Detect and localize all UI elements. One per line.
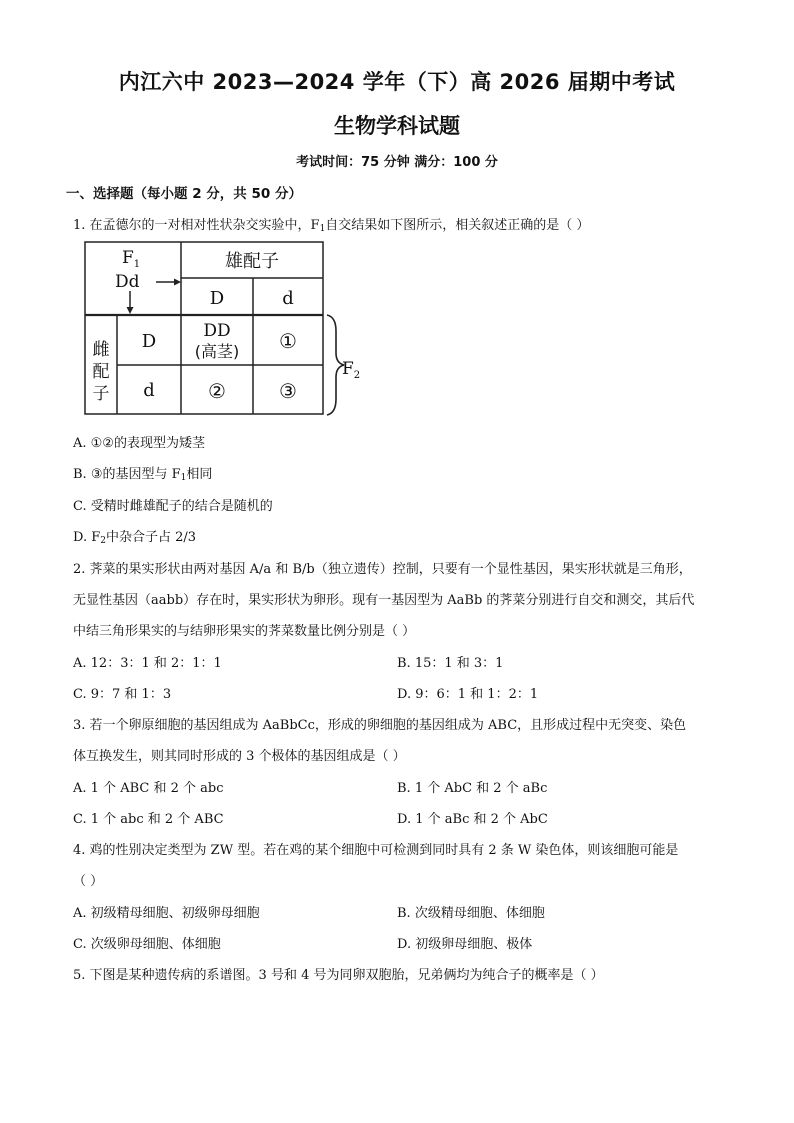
question-3-line-1: 3. 若一个卵原细胞的基因组成为 AaBbCc，形成的卵细胞的基因组成为 ABC，且形成过程中无突变、染色: [73, 718, 687, 733]
cell-DD: DD: [203, 321, 231, 341]
arrow-right-icon: [174, 279, 181, 286]
q1-option-a: A. ①②的表现型为矮茎: [73, 436, 205, 451]
cell-2: ②: [208, 379, 226, 403]
q2-option-a: A. 12：3：1 和 2：1：1: [73, 656, 222, 671]
punnett-square-diagram: [84, 241, 374, 417]
section-title: 一、选择题（每小题 2 分，共 50 分）: [66, 186, 302, 202]
q3-option-b: B. 1 个 AbC 和 2 个 aBc: [397, 781, 548, 796]
question-5-line-1: 5. 下图是某种遗传病的系谱图。3 号和 4 号为同卵双胞胎，兄弟俩均为纯合子的概率是（ ）: [73, 968, 604, 983]
cell-1: ①: [279, 329, 297, 353]
question-4-line-1: 4. 鸡的性别决定类型为 ZW 型。若在鸡的某个细胞中可检测到同时具有 2 条 W 染色体，则该细胞可能是: [73, 843, 679, 858]
female-header-2: 配: [92, 362, 110, 382]
q1-stem-sub: 1: [319, 224, 326, 234]
q4-option-b: B. 次级精母细胞、体细胞: [397, 906, 545, 921]
q1-option-b-sub: 1: [180, 473, 187, 483]
q3-option-a: A. 1 个 ABC 和 2 个 abc: [73, 781, 224, 796]
q1-option-b-post: 相同: [186, 467, 213, 482]
q1-stem-post: 自交结果如下图所示，相关叙述正确的是（ ）: [325, 218, 590, 233]
cell-DD-phenotype: (高茎): [194, 342, 240, 361]
q1-option-b: [73, 463, 212, 483]
row-header-D: D: [141, 331, 157, 352]
question-2-line-3: 中结三角形果实的与结卵形果实的荠菜数量比例分别是（ ）: [73, 624, 416, 639]
exam-title: 内江六中 2023—2024 学年（下）高 2026 届期中考试: [118, 70, 676, 94]
f2-label: $F_2$: [342, 359, 361, 381]
q4-option-c: C. 次级卵母细胞、体细胞: [73, 937, 221, 952]
question-3-line-2: 体互换发生，则其同时形成的 3 个极体的基因组成是（ ）: [73, 749, 406, 764]
q4-option-a: A. 初级精母细胞、初级卵母细胞: [73, 906, 260, 921]
q2-option-d: D. 9：6：1 和 1：2：1: [397, 687, 539, 702]
q1-option-b-pre: B. ③的基因型与 F: [73, 467, 181, 482]
q3-option-c: C. 1 个 abc 和 2 个 ABC: [73, 812, 224, 827]
q1-option-d-sub: 2: [100, 536, 106, 546]
exam-meta: 考试时间：75 分钟 满分：100 分: [296, 155, 498, 170]
col-header-D: D: [209, 288, 225, 309]
male-gamete-header: 雄配子: [225, 251, 279, 272]
row-header-d: d: [143, 380, 155, 401]
q1-option-d-pre: D. F: [73, 530, 101, 545]
col-header-d: d: [282, 288, 294, 309]
question-4-line-2: （ ）: [73, 874, 104, 889]
q2-option-b: B. 15：1 和 3：1: [397, 656, 504, 671]
q1-option-d-post: 中杂合子占 2/3: [105, 530, 197, 545]
q1-stem-pre: 1. 在孟德尔的一对相对性状杂交实验中，F: [73, 218, 320, 233]
q4-option-d: D. 初级卵母细胞、极体: [397, 937, 533, 952]
arrow-down-icon: [127, 307, 134, 314]
q1-option-c: C. 受精时雌雄配子的结合是随机的: [73, 499, 273, 514]
exam-subtitle: 生物学科试题: [334, 114, 460, 138]
question-1-stem: [73, 214, 589, 234]
female-header-1: 雌: [92, 340, 110, 360]
question-2-line-2: 无显性基因（aabb）存在时，果实形状为卵形。现有一基因型为 AaBb 的荠菜分别进行自交和测交，其后代: [73, 593, 695, 608]
dd-label: Dd: [115, 272, 140, 292]
f1-label: $F_1$: [122, 248, 141, 270]
cell-3: ③: [279, 379, 297, 403]
q1-option-d: [73, 526, 196, 546]
q2-option-c: C. 9：7 和 1：3: [73, 687, 172, 702]
q3-option-d: D. 1 个 aBc 和 2 个 AbC: [397, 812, 548, 827]
question-2-line-1: 2. 荠菜的果实形状由两对基因 A/a 和 B/b（独立遗传）控制，只要有一个显性基因，果实形状就是三角形，: [73, 562, 692, 577]
female-header-3: 子: [92, 384, 110, 404]
